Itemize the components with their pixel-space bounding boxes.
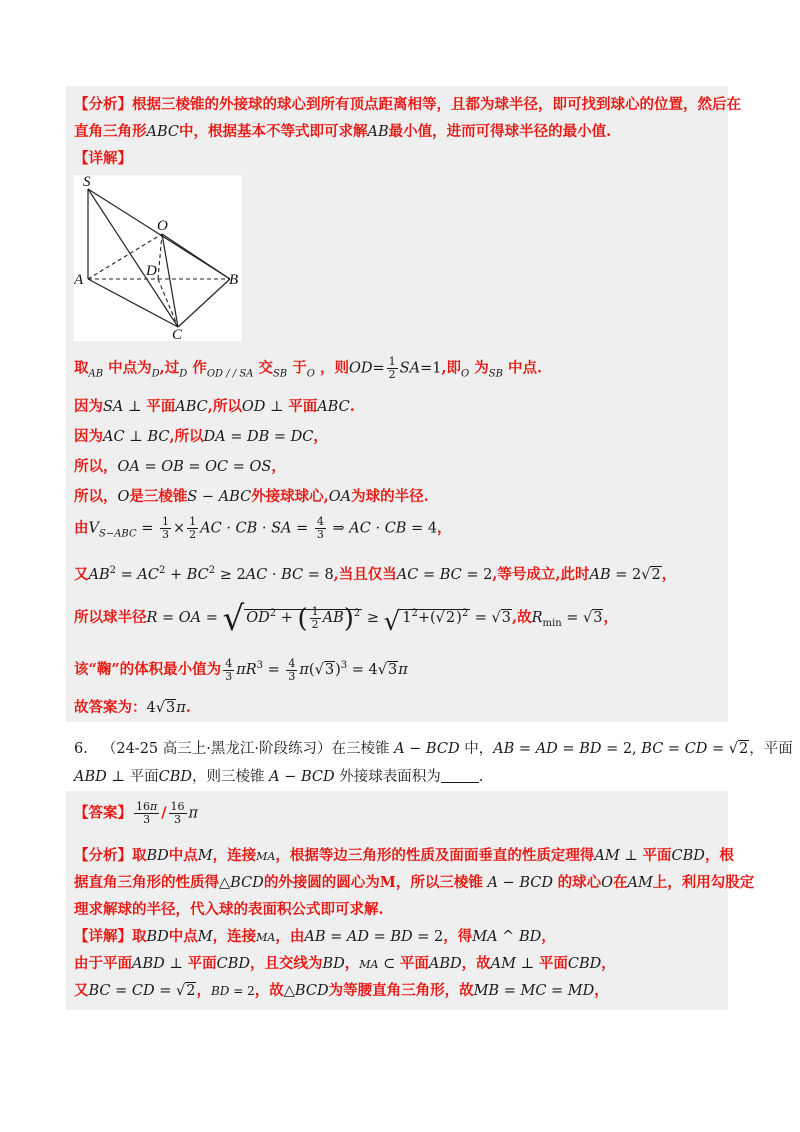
s5-d: 为球的半径.	[351, 488, 429, 505]
q6d1-a: 取	[132, 928, 147, 945]
step-10: 故答案为：4√3π.	[74, 699, 191, 716]
q6d2-d: ，	[344, 955, 360, 972]
s1-d: 作	[192, 359, 207, 377]
analysis-tag: 【分析】	[74, 96, 132, 113]
s10-a: 故答案为：	[74, 699, 147, 716]
q6d2-g: 平面	[538, 955, 568, 972]
q6d2-c: ，且交线为	[250, 955, 323, 972]
q6-stem-c: ，平面	[749, 741, 793, 757]
q6d1-c: ，连接	[212, 928, 257, 945]
q6a2-c: 的球心	[557, 874, 602, 891]
q6d1-d: ，由	[275, 928, 305, 945]
q6d2-f: ，故	[461, 955, 491, 972]
q6d3-c: ，故	[254, 982, 284, 999]
q6d2-e: 平面	[399, 955, 429, 972]
analysis-text-2a: 直角三角形	[74, 123, 147, 140]
answer-blank	[441, 768, 479, 783]
step-9: 该“鞠”的体积最小值为 $\frac{4}{3}$ $\pi R^3$ = $\frac{4}{3}$ $\pi(√3)^3 = 4√3\pi$	[74, 656, 408, 683]
label-B: B	[229, 272, 239, 288]
label-D: D	[146, 263, 157, 279]
q6a1-d: ，根据等边三角形的性质及面面垂直的性质定理得	[275, 847, 595, 864]
step-7: 又$AB^2 = AC^2 + BC^2 \ge 2AC$ · BC = 8,当且仅当AC = BC = 2,等号成立,此时AB = 2√2，	[74, 565, 677, 583]
s1-e: 交	[258, 359, 273, 377]
step-6: 由$V_{S-ABC}$ = $\frac{1}{3}$ × $\frac{1}{2}$ AC · CB · SA = $\frac{4}{3}$ ⇒ AC · CB = 4，	[74, 515, 452, 541]
question-source: （24-25 高三上·黑龙江·阶段练习）	[101, 741, 332, 757]
q6-analysis-line-2: 据直角三角形的性质得△BCD的外接圆的圆心为M，所以三棱锥 A − BCD 的球心O在AM上，利用勾股定	[74, 874, 755, 891]
answer-separator: /	[161, 804, 167, 822]
s8-a: 所以球半径	[74, 609, 147, 626]
q6d3-b: ，	[196, 982, 211, 999]
label-C: C	[172, 327, 183, 341]
question-number: 6.	[74, 741, 88, 757]
q6a2-a: 据直角三角形的性质得	[74, 874, 219, 891]
q6a1-a: 取	[132, 847, 147, 864]
s7-a: 又	[74, 566, 89, 583]
q6a1-f: ，根	[704, 847, 734, 864]
q6a2-e: 上，利用勾股定	[652, 874, 755, 891]
q6a1-c: ，连接	[212, 847, 257, 864]
q6-stem-f: 外接球表面积为	[339, 769, 441, 785]
q6-detail-line-2: 由于平面ABD ⊥ 平面CBD，且交线为BD，MA ⊂ 平面ABD，故AM ⊥ 平面CBD，	[74, 955, 616, 972]
s6-a: 由	[74, 519, 89, 537]
s1-c: ,过	[159, 359, 180, 377]
s2-b: 平面	[146, 398, 176, 415]
q6a1-e: 平面	[642, 847, 672, 864]
q6d1-b: 中点	[168, 928, 198, 945]
q6d3-d: 为等腰直角三角形，故	[328, 982, 474, 999]
step-4: 所以，OA = OB = OC = OS，	[74, 458, 286, 475]
s3-b: ,所以	[169, 428, 204, 445]
step-3: 因为AC ⊥ BC,所以DA = DB = DC，	[74, 428, 328, 445]
q6-detail-line-3: 又BC = CD = √2，BD = 2，故△BCD为等腰直角三角形，故MB = MC = MD，	[74, 982, 609, 999]
q6-stem-b: 中，	[464, 741, 494, 757]
tetrahedron-figure	[74, 175, 242, 341]
q6a3: 理求解球的半径，代入球的表面积公式即可求解.	[74, 901, 384, 918]
s1-f: 于	[292, 359, 307, 377]
q6d1-e: ，得	[443, 928, 473, 945]
s1-j: 中点.	[508, 359, 543, 377]
question-6-line-2: ABD ⊥ 平面CBD，则三棱锥 A − BCD 外接球表面积为 .	[74, 769, 484, 785]
s3-a: 因为	[74, 428, 103, 445]
s2-c: ,所以	[207, 398, 242, 415]
q6-stem-d: 平面	[129, 769, 159, 785]
q6a2-d: 在	[612, 874, 628, 891]
step-8: 所以球半径R = OA = √ $OD^2$ + ( $\frac{1}{2}$ AB)$^2$ ≥ √ $1^2+(√2)^2 = √3$,故$R_{min} = √3$，	[74, 599, 618, 639]
s1-b: 中点为	[108, 359, 152, 377]
step-5: 所以，O是三棱锥S − ABC外接球球心,OA为球的半径.	[74, 488, 429, 505]
detail-tag: 【详解】	[74, 150, 132, 167]
s1-a: 取	[74, 359, 89, 377]
analysis-text-2b: 中，根据基本不等式即可求解	[179, 123, 368, 140]
q6-detail-line-1: 【详解】取BD中点M，连接MA，由AB = AD = BD = 2，得MA ^ BD，	[74, 928, 556, 945]
q6a2-b: 的外接圆的圆心为M，所以三棱锥	[263, 874, 483, 891]
q6-stem-end: .	[478, 769, 484, 785]
q6d2-b: 平面	[187, 955, 217, 972]
step-2: 因为SA ⊥ 平面ABC,所以OD ⊥ 平面ABC.	[74, 398, 355, 415]
q6-detail-tag: 【详解】	[74, 928, 132, 945]
answer-tag: 【答案】	[74, 804, 132, 822]
q6-analysis-tag: 【分析】	[74, 847, 132, 864]
s5-a: 所以，	[74, 488, 118, 505]
tetrahedron-diagram	[74, 175, 242, 341]
s7-b: ,当且仅当	[333, 566, 397, 583]
s1-i: 为	[474, 359, 489, 377]
q6-stem-a: 在三棱锥	[331, 741, 390, 757]
s1-h: ,即	[441, 359, 461, 377]
analysis-text-2c: 最小值，进而可得球半径的最小值.	[388, 123, 612, 140]
answer-line: 【答案】 $\frac{16\pi}{3}$ / $\frac{16}{3}$ π	[74, 800, 199, 826]
s4-a: 所以，	[74, 458, 118, 475]
q6d3-a: 又	[74, 982, 89, 999]
q6-analysis-line-1: 【分析】取BD中点M，连接MA，根据等边三角形的性质及面面垂直的性质定理得AM ⊥ 平面CBD，根	[74, 847, 734, 864]
s2-a: 因为	[74, 398, 103, 415]
label-A: A	[74, 272, 84, 288]
label-O: O	[157, 218, 168, 234]
s9-a: 该“鞠”的体积最小值为	[74, 661, 222, 678]
question-6-line-1: 6. （24-25 高三上·黑龙江·阶段练习）在三棱锥 A − BCD 中，AB = AD = BD = 2, BC = CD = √2，平面	[74, 741, 793, 757]
q6a1-b: 中点	[168, 847, 198, 864]
s8-b: 故	[517, 609, 532, 626]
s7-c: ,等号成立,此时	[492, 566, 590, 583]
s1-g: ，则	[319, 359, 349, 377]
q6-analysis-line-3	[74, 899, 724, 921]
s5-c: 外接球球心,	[251, 488, 329, 505]
s5-b: 是三棱锥	[129, 488, 188, 505]
label-S: S	[83, 175, 91, 190]
analysis-line-2: 直角三角形ABC中，根据基本不等式即可求解AB最小值，进而可得球半径的最小值.	[74, 123, 612, 140]
q6-stem-e: ，则三棱锥	[192, 769, 265, 785]
detail-heading	[74, 148, 724, 170]
q6d2-a: 由于平面	[74, 955, 132, 972]
step-1: 取$_{AB}$ 中点为$_D$,过$_D$ 作$_{OD / / SA}$ 交$_{SB}$ 于$_O$ ，则OD= $\frac{1}{2}$ SA=1,即$_O$ 为$_{SB}$ 中点.	[74, 355, 543, 381]
s2-d: 平面	[288, 398, 318, 415]
analysis-line-1	[74, 94, 741, 116]
analysis-text-1: 根据三棱锥的外接球的球心到所有顶点距离相等，且都为球半径，即可找到球心的位置，然后在	[132, 96, 741, 113]
